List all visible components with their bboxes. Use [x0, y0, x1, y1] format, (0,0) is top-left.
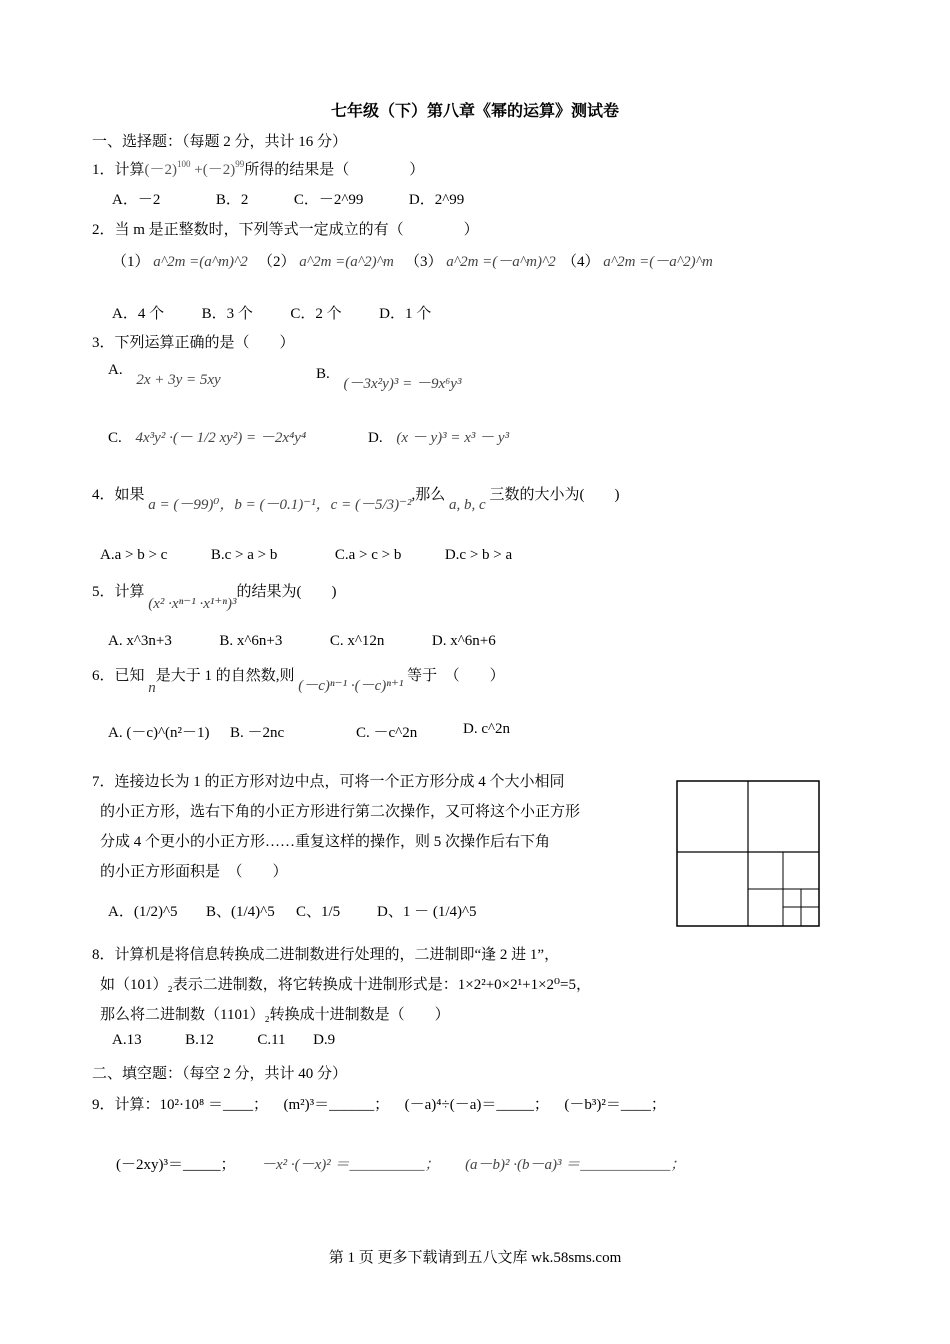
q9-blank-2: (m²)³＝______；: [283, 1097, 390, 1113]
square-division-figure: [676, 780, 822, 930]
q2-item-1-formula: a^2m =(a^m)^2: [153, 254, 248, 270]
q7-option-a: A．(1/2)^5: [108, 904, 178, 920]
q5-expression: (x² ·xⁿ⁻¹ ·x¹⁺ⁿ)³: [148, 596, 237, 612]
q4-stem-prefix: 4．如果: [92, 487, 145, 503]
q8-options: [112, 1032, 335, 1049]
q4-stem-suffix: 三数的大小为( ): [489, 487, 620, 503]
q2-item-4-label: （4）: [562, 254, 600, 270]
q2-option-a: A．4 个: [112, 306, 165, 322]
q2-item-4: [562, 250, 713, 271]
q2-item-1-label: （1）: [112, 254, 150, 270]
q6-var: n: [148, 680, 156, 696]
question-7-line-3: 分成 4 个更小的小正方形……重复这样的操作，则 5 次操作后右下角: [100, 834, 551, 850]
q2-item-3-label: （3）: [405, 254, 443, 270]
q2-item-2-formula: a^2m =(a^2)^m: [299, 254, 394, 270]
question-9-line-1: [92, 1093, 666, 1114]
q3-formula-d: (x － y)³ = x³ － y³: [396, 430, 510, 446]
q6-option-c: C. －c^2n: [356, 725, 418, 741]
q9-blank-5: (－2xy)³＝_____；: [116, 1157, 236, 1173]
q9-blank-4: (－b³)²＝____；: [564, 1097, 666, 1113]
question-8-line-3: 那么将二进制数（1101）₂转换成十进制数是（ ）: [100, 1007, 450, 1023]
q6-stem-prefix: 6．已知: [92, 668, 145, 684]
q4-option-c: C.a > c > b: [334, 547, 402, 563]
q2-item-2-label: （2）: [258, 254, 296, 270]
question-3: 3．下列运算正确的是（ ）: [92, 335, 295, 351]
q1-option-a: A．－2: [112, 192, 161, 208]
q6-option-d: D. c^2n: [463, 721, 511, 737]
question-1: [92, 158, 424, 179]
q3-option-c: [108, 426, 306, 447]
q4-option-a: A.a > b > c: [100, 547, 168, 563]
q5-stem-prefix: 5．计算: [92, 584, 145, 600]
q2-option-c: C．2 个: [290, 306, 342, 322]
q9-blank-6: －x² ·(－x)² ＝__________；: [261, 1157, 440, 1173]
q2-option-d: D．1 个: [379, 306, 432, 322]
question-7-line-2: 的小正方形，选右下角的小正方形进行第二次操作，又可将这个小正方形: [100, 804, 581, 820]
question-6: [92, 664, 505, 696]
q8-option-d: D.9: [313, 1032, 336, 1048]
q6-expression: (－c)ⁿ⁻¹ ·(－c)ⁿ⁺¹: [298, 678, 404, 694]
q1-stem-prefix: 1．计算: [92, 162, 145, 178]
question-8-line-1: 8．计算机是将信息转换成二进制数进行处理的，二进制即“逢 2 进 1”，: [92, 947, 560, 963]
q1-option-c: C．－2^99: [293, 192, 364, 208]
q9-blank-3: (－a)⁴÷(－a)＝_____；: [404, 1097, 549, 1113]
q5-options: [108, 633, 496, 650]
q8-option-b: B.12: [185, 1032, 214, 1048]
q5-stem-suffix: 的结果为( ): [236, 584, 337, 600]
question-7-line-1: 7．连接边长为 1 的正方形对边中点，可将一个正方形分成 4 个大小相同: [92, 774, 565, 790]
question-8-line-2: 如（101）₂表示二进制数，将它转换成十进制形式是：1×2²+0×2¹+1×2⁰=5，: [100, 977, 591, 993]
q6-option-b: B. －2nc: [230, 725, 285, 741]
q5-option-c: C. x^12n: [329, 633, 385, 649]
question-5: [92, 580, 337, 612]
page-title: 七年级（下）第八章《幂的运算》测试卷: [330, 103, 619, 120]
q5-option-d: D. x^6n+6: [431, 633, 496, 649]
q4-stem-mid: ,那么: [411, 487, 446, 503]
q3-formula-c: 4x³y² ·(－ 1/2 xy²) = －2x⁴y⁴: [135, 430, 307, 446]
q1-stem-suffix: 所得的结果是（ ）: [244, 162, 425, 178]
q3-label-a: A.: [108, 362, 123, 378]
q6-stem-mid: 是大于 1 的自然数,则: [155, 668, 295, 684]
q3-option-b: [316, 362, 462, 392]
q2-item-3-formula: a^2m =(－a^m)^2: [446, 254, 556, 270]
q1-expression-render: $(-2)^{100} +(-2)^{99}$: [144, 159, 245, 178]
q2-item-1: [112, 250, 248, 271]
q7-option-c: C、1/5: [296, 904, 341, 920]
q1-options: [112, 188, 464, 209]
q2-options: [112, 302, 431, 323]
question-9-line-2: [116, 1153, 685, 1174]
q4-options: [100, 547, 512, 564]
page-footer: 第 1 页 更多下载请到五八文库 wk.58sms.com: [328, 1250, 622, 1266]
q4-option-b: B.c > a > b: [210, 547, 278, 563]
q4-option-d: D.c > b > a: [444, 547, 513, 563]
q1-option-d: D．2^99: [408, 192, 465, 208]
question-2: 2．当 m 是正整数时，下列等式一定成立的有（ ）: [92, 222, 479, 238]
q6-stem-suffix: 等于 （ ）: [407, 668, 505, 684]
q2-item-2: [258, 250, 394, 271]
q3-option-d: [368, 426, 509, 447]
q3-formula-a: 2x + 3y = 5xy: [136, 372, 221, 388]
q3-formula-b: (－3x²y)³ = －9x⁶y³: [343, 376, 462, 392]
q6-option-a: A. (－c)^(n²－1): [108, 725, 210, 741]
q3-label-d: D.: [368, 430, 383, 446]
question-7-line-4: 的小正方形面积是 （ ）: [100, 864, 288, 880]
question-4: [92, 483, 620, 513]
section-1-heading: 一、选择题：（每题 2 分，共计 16 分）: [92, 134, 348, 150]
section-2-heading: 二、填空题：（每空 2 分，共计 40 分）: [92, 1066, 348, 1082]
q4-expression: a = (－99)⁰，b = (－0.1)⁻¹，c = (－5/3)⁻²: [148, 497, 412, 513]
q8-option-c: C.11: [257, 1032, 286, 1048]
q8-option-a: A.13: [112, 1032, 142, 1048]
q3-option-a: [108, 362, 221, 388]
q5-option-a: A. x^3n+3: [108, 633, 172, 649]
q4-vars: a, b, c: [449, 497, 486, 513]
q2-option-b: B．3 个: [201, 306, 253, 322]
q7-option-b: B、(1/4)^5: [206, 904, 275, 920]
q9-blank-7: (a－b)² ·(b－a)³ ＝____________；: [465, 1157, 686, 1173]
q9-blank-1: 9．计算：10²·10⁸ ＝____；: [92, 1097, 268, 1113]
q3-label-b: B.: [316, 366, 330, 382]
q2-item-3: [405, 250, 556, 271]
q7-option-d: D、1 － (1/4)^5: [377, 904, 477, 920]
q1-option-b: B．2: [215, 192, 249, 208]
q2-item-4-formula: a^2m =(－a^2)^m: [603, 254, 713, 270]
q3-label-c: C.: [108, 430, 122, 446]
q5-option-b: B. x^6n+3: [219, 633, 283, 649]
